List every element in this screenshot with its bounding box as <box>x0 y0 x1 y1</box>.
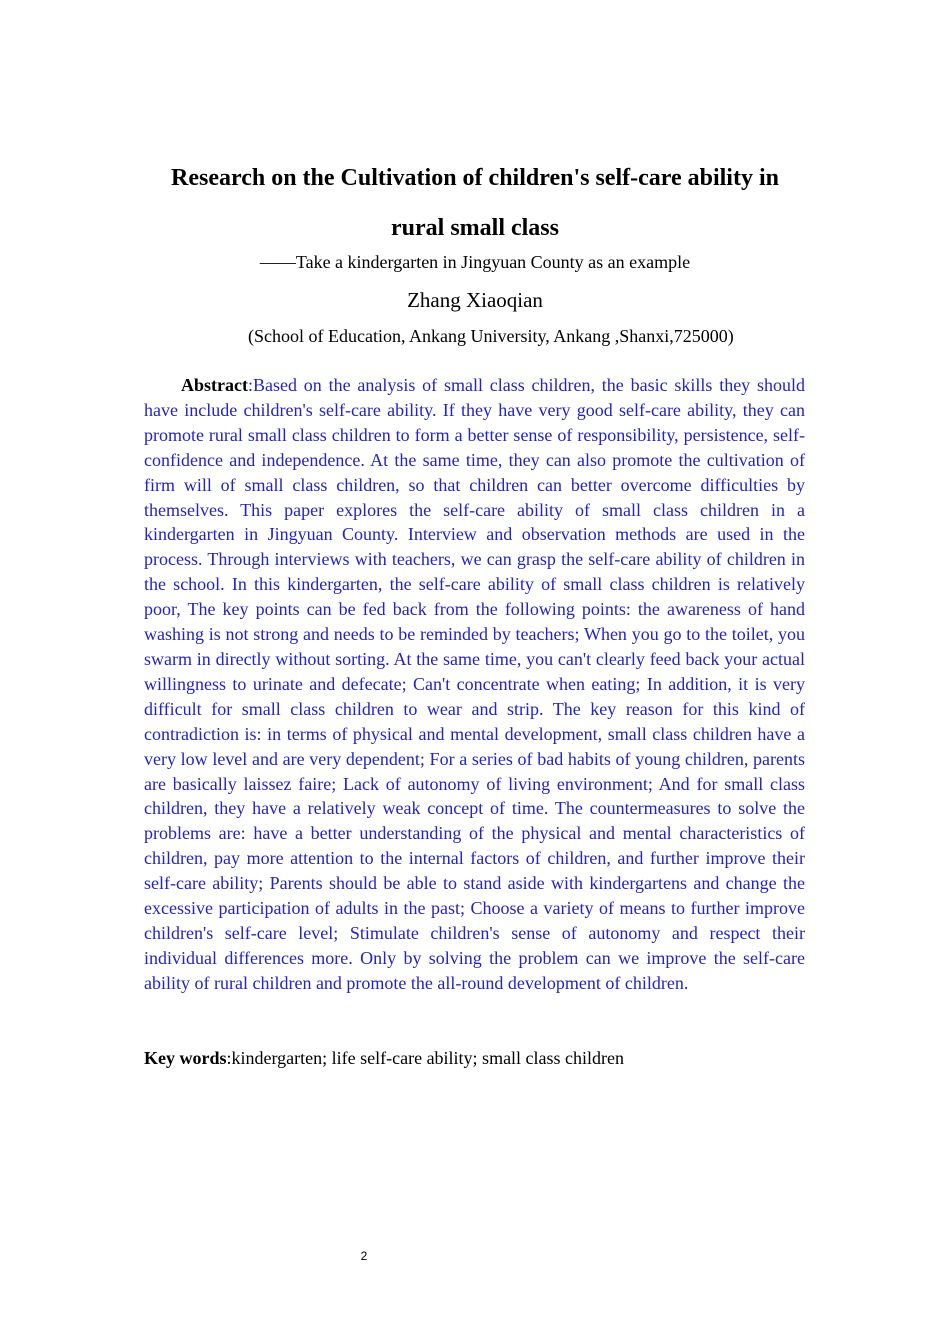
abstract-label: Abstract <box>181 375 248 395</box>
paper-title <box>100 153 850 253</box>
title-line-1: Research on the Cultivation of children's self-care ability in <box>171 165 779 191</box>
keywords-paragraph <box>144 1046 805 1070</box>
page-number: 2 <box>360 1249 368 1263</box>
abstract-body: :Based on the analysis of small class children, the basic skills they should have include children's self-care ability. If they have very good self-care ability, they can promote rural small class children to form a better sense of responsibility, persistence, self-confidence and independence. At the same time, they can also promote the cultivation of firm will of small class children, so that children can better overcome difficulties by themselves. This paper explores the self-care ability of small class children in a kindergarten in Jingyuan County. Interview and observation methods are used in the process. Through interviews with teachers, we can grasp the self-care ability of children in the school. In this kindergarten, the self-care ability of small class children is relatively poor, The key points can be fed back from the following points: the awareness of hand washing is not strong and needs to be reminded by teachers; When you go to the toilet, you swarm in directly without sorting. At the same time, you can't clearly feed back your actual willingness to urinate and defecate; Can't concentrate when eating; In addition, it is very difficult for small class children to wear and strip. The key reason for this kind of contradiction is: in terms of physical and mental development, small class children have a very low level and are very dependent; For a series of bad habits of young children, parents are basically laissez faire; Lack of autonomy of living environment; And for small class children, they have a relatively weak concept of time. The countermeasures to solve the problems are: have a better understanding of the physical and mental characteristics of children, pay more attention to the internal factors of children, and further improve their self-care ability; Parents should be able to stand aside with kindergartens and change the excessive participation of adults in the past; Choose a variety of means to further improve children's self-care level; Stimulate children's sense of autonomy and respect their individual differences more. Only by solving the problem can we improve the self-care ability of rural children and promote the all-round development of children. <box>144 375 805 993</box>
author-affiliation: (School of Education, Ankang University, Ankang ,Shanxi,725000) <box>248 326 734 346</box>
keywords-text: :kindergarten; life self-care ability; small class children <box>226 1048 625 1068</box>
author-name: Zhang Xiaoqian <box>407 288 543 312</box>
abstract-paragraph <box>144 373 805 996</box>
keywords-label: Key words <box>144 1048 227 1068</box>
paper-subtitle: ——Take a kindergarten in Jingyuan County as an example <box>259 252 691 272</box>
title-line-2: rural small class <box>391 215 559 241</box>
